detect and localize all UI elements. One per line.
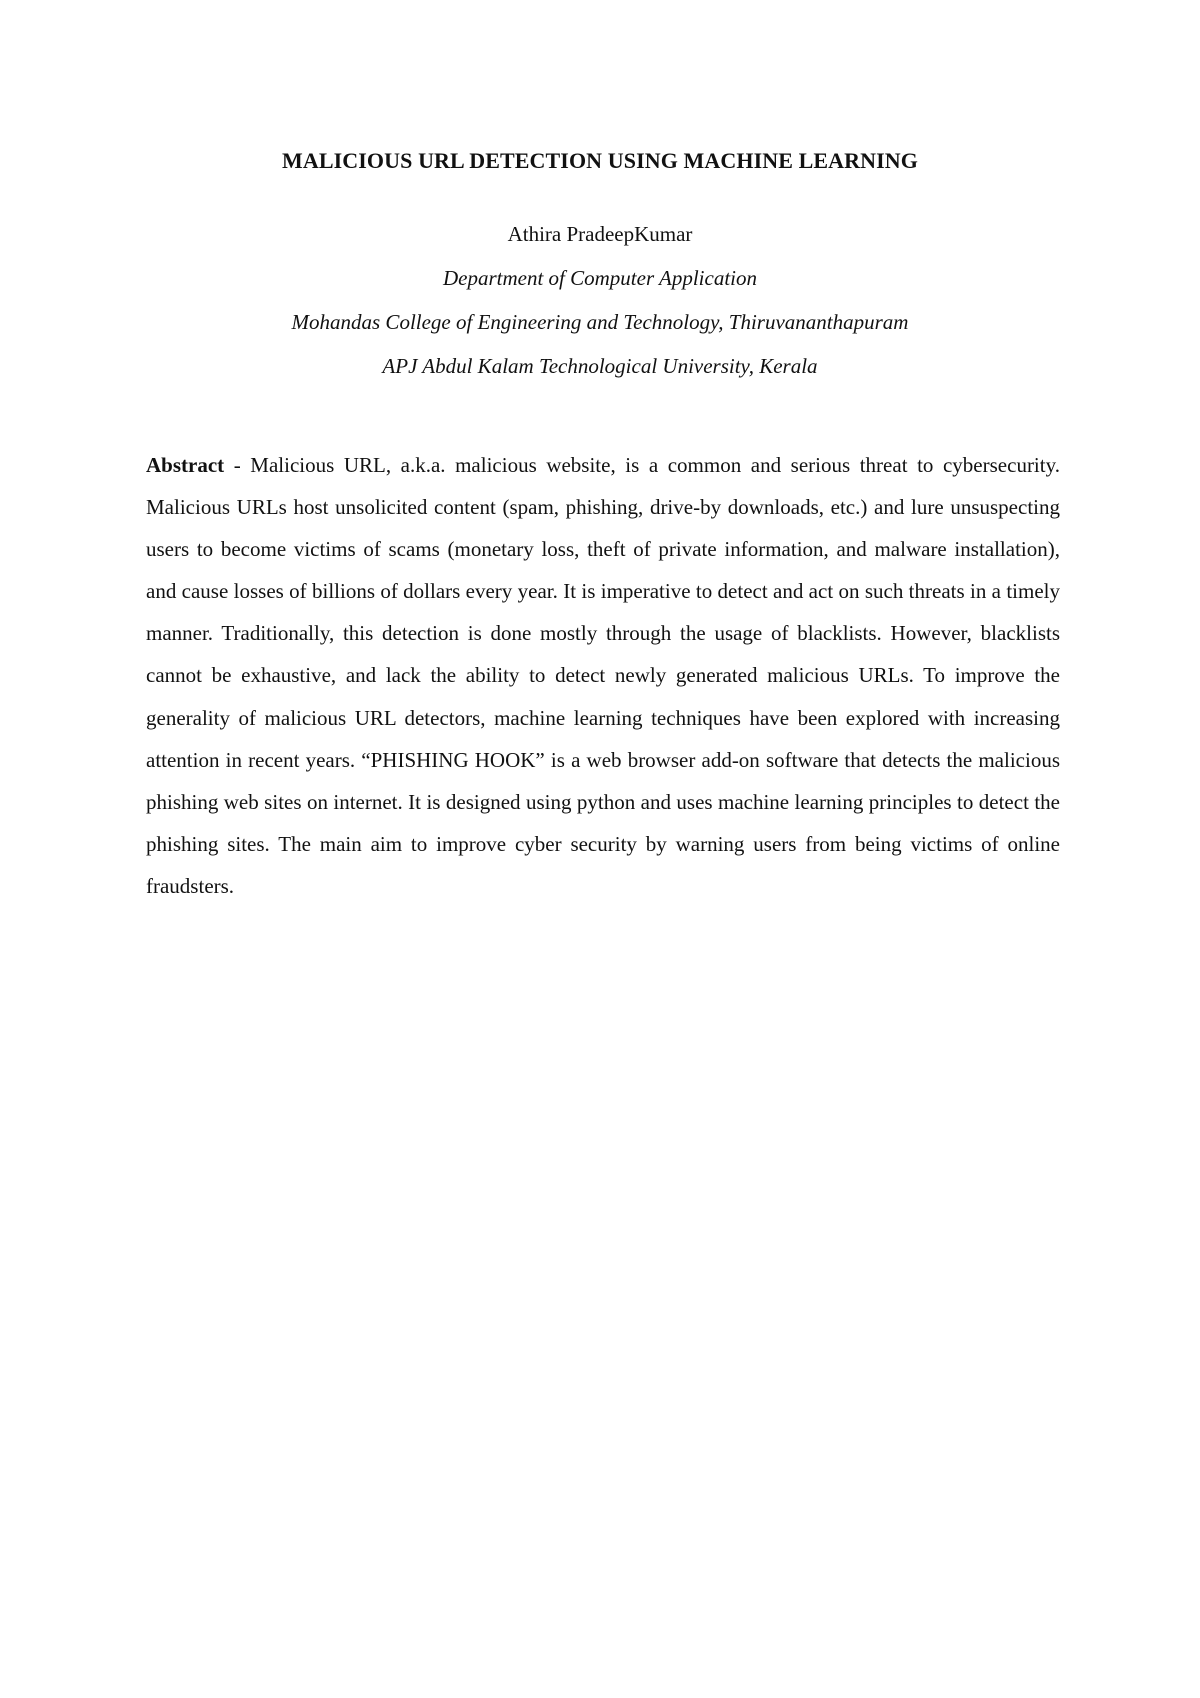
author-block (0, 212, 1200, 388)
abstract-label: Abstract (146, 453, 225, 477)
paper-title: MALICIOUS URL DETECTION USING MACHINE LEARNING (282, 148, 918, 173)
author-university: APJ Abdul Kalam Technological University, Kerala (382, 354, 818, 378)
author-department: Department of Computer Application (442, 266, 757, 290)
author-college: Mohandas College of Engineering and Technology, Thiruvananthapuram (291, 310, 909, 334)
author-name: Athira PradeepKumar (507, 222, 693, 246)
abstract-paragraph (146, 444, 1060, 907)
abstract-text: - Malicious URL, a.k.a. malicious website, is a common and serious threat to cybersecurity. Malicious URLs host unsolicited content (spam, phishing, drive-by downloads, etc.) and lure unsuspecting users to become victims of scams (monetary loss, theft of private information, and malware installation), and cause losses of billions of dollars every year. It is imperative to detect and act on such threats in a timely manner. Traditionally, this detection is done mostly through the usage of blacklists. However, blacklists cannot be exhaustive, and lack the ability to detect newly generated malicious URLs. To improve the generality of malicious URL detectors, machine learning techniques have been explored with increasing attention in recent years. “PHISHING HOOK” is a web browser add-on software that detects the malicious phishing web sites on internet. It is designed using python and uses machine learning principles to detect the phishing sites. The main aim to improve cyber security by warning users from being victims of online fraudsters. (146, 453, 1060, 898)
